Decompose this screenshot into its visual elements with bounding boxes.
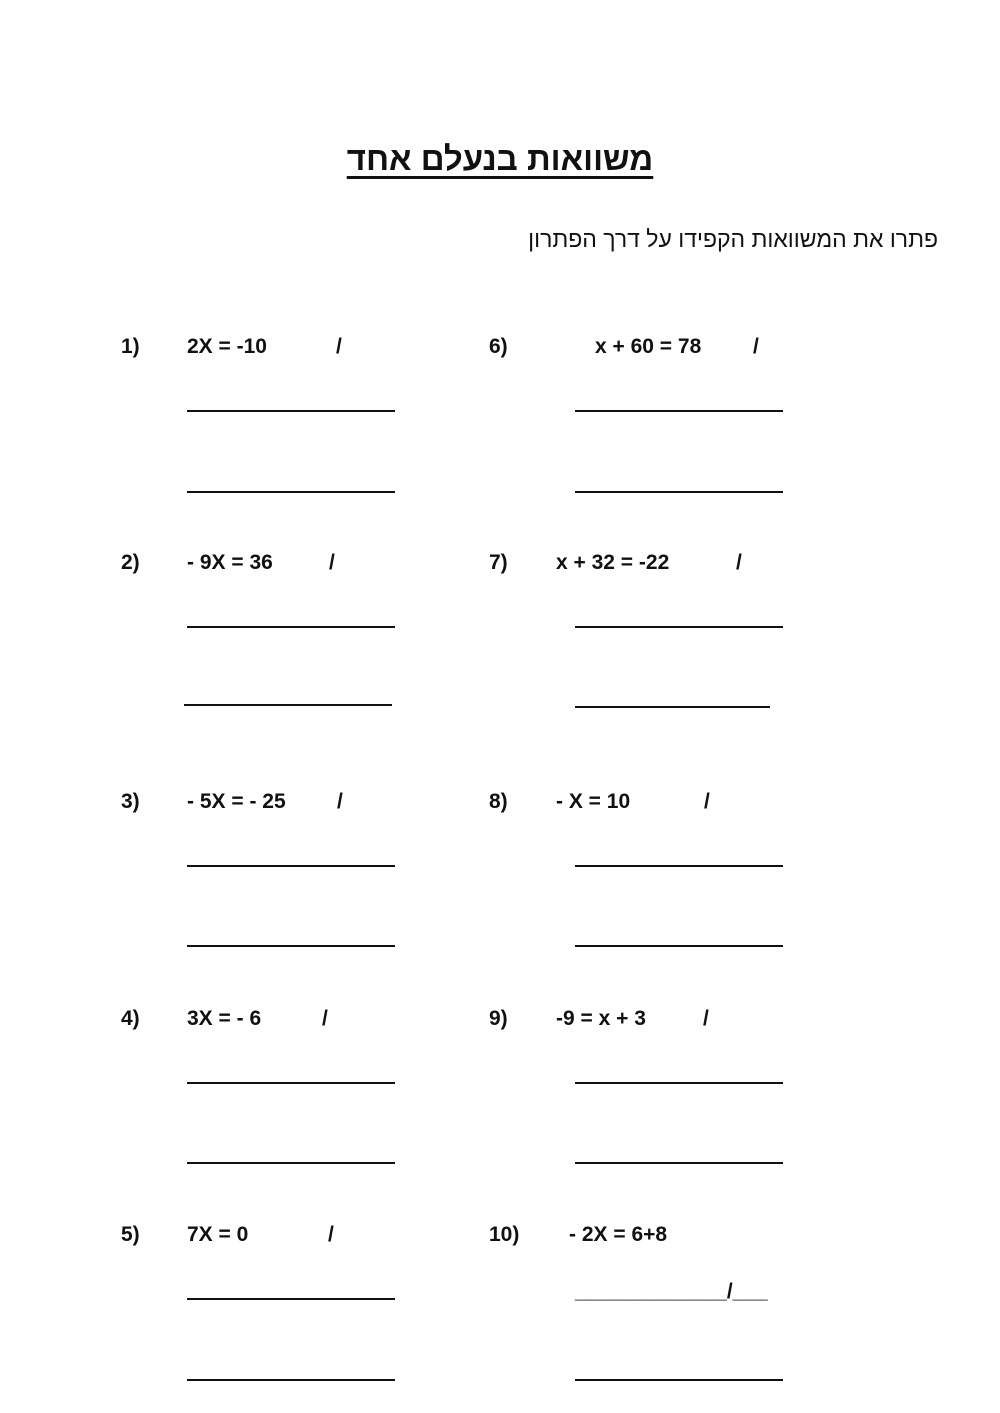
answer-line[interactable] <box>575 865 783 867</box>
answer-line[interactable] <box>187 626 395 628</box>
exercise-number: 3) <box>121 790 140 813</box>
answer-line[interactable] <box>187 945 395 947</box>
exercise-number: 8) <box>489 790 508 813</box>
equation: - 9X = 36 <box>187 551 273 574</box>
answer-line[interactable] <box>184 704 392 706</box>
exercise-number: 6) <box>489 335 508 358</box>
slash-separator: / <box>337 790 343 813</box>
answer-line-with-slash[interactable]: _____________/___ <box>575 1280 768 1303</box>
equation: - 2X = 6+8 <box>569 1223 668 1246</box>
exercise-number: 9) <box>489 1007 508 1030</box>
slash-separator: / <box>753 335 759 358</box>
exercise-number: 7) <box>489 551 508 574</box>
answer-line[interactable] <box>187 491 395 493</box>
equation: 2X = -10 <box>187 335 267 358</box>
answer-line[interactable] <box>187 1298 395 1300</box>
answer-line[interactable] <box>575 410 783 412</box>
answer-line[interactable] <box>187 865 395 867</box>
slash-separator: / <box>322 1007 328 1030</box>
equation: 7X = 0 <box>187 1223 249 1246</box>
exercise-number: 4) <box>121 1007 140 1030</box>
slash-separator: / <box>336 335 342 358</box>
answer-line[interactable] <box>187 1162 395 1164</box>
answer-line[interactable] <box>187 1082 395 1084</box>
slash-separator: / <box>328 1223 334 1246</box>
exercise-number: 10) <box>489 1223 520 1246</box>
answer-line[interactable] <box>575 1082 783 1084</box>
equation: - 5X = - 25 <box>187 790 286 813</box>
worksheet-title: משוואות בנעלם אחד <box>346 140 654 177</box>
exercise-number: 1) <box>121 335 140 358</box>
exercise-number: 5) <box>121 1223 140 1246</box>
answer-line[interactable] <box>575 1379 783 1381</box>
slash-separator: / <box>736 551 742 574</box>
equation: -9 = x + 3 <box>556 1007 646 1030</box>
instructions-text: פתרו את המשוואות הקפידו על דרך הפתרון <box>528 226 938 252</box>
slash-separator: / <box>704 790 710 813</box>
answer-line[interactable] <box>575 626 783 628</box>
answer-line[interactable] <box>575 491 783 493</box>
slash-separator: / <box>703 1007 709 1030</box>
answer-line[interactable] <box>187 410 395 412</box>
slash-separator: / <box>329 551 335 574</box>
answer-line[interactable] <box>575 706 770 708</box>
equation: x + 32 = -22 <box>556 551 670 574</box>
equation: 3X = - 6 <box>187 1007 262 1030</box>
exercise-number: 2) <box>121 551 140 574</box>
equation: - X = 10 <box>556 790 631 813</box>
equation: x + 60 = 78 <box>595 335 702 358</box>
answer-line[interactable] <box>187 1379 395 1381</box>
answer-line[interactable] <box>575 945 783 947</box>
answer-line[interactable] <box>575 1162 783 1164</box>
